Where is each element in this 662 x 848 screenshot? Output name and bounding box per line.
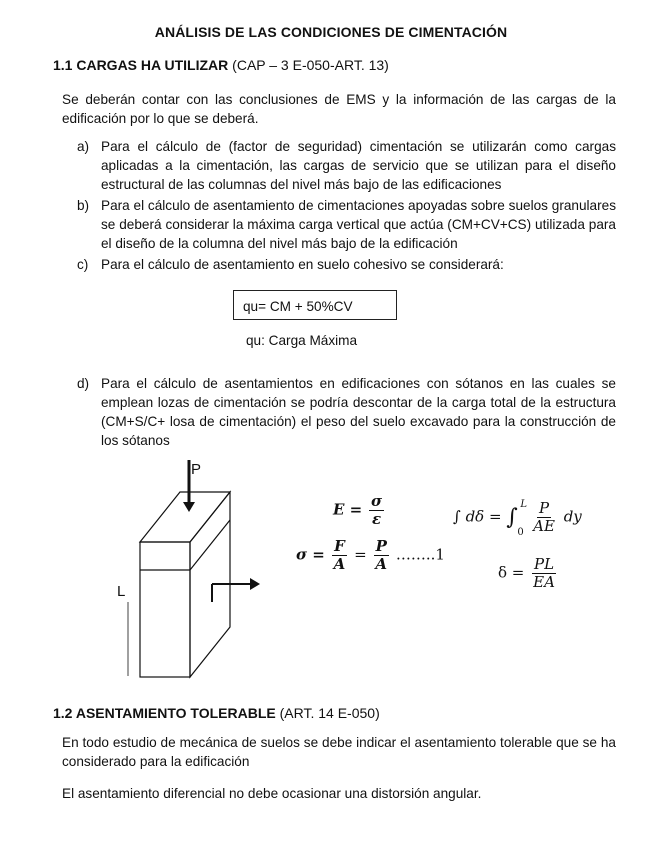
section-1-heading-ref: (CAP – 3 E-050-ART. 13) [228, 57, 389, 73]
integral-lower-limit: 0 [517, 527, 524, 538]
load-label: P [191, 461, 202, 478]
list-item-text: Para el cálculo de asentamientos en edificaciones con sótanos en las cuales se emplean lozas de cimentación se podría descontar de la carga total de la estructura (CM+S/C+ losa de cimentación) el peso del suelo excavado para la construcción de los sótanos [101, 376, 616, 448]
integral-equation [453, 499, 582, 538]
list-item-c [77, 255, 616, 274]
eq-tail: dy [563, 507, 582, 526]
eq-lhs: σ = [296, 545, 325, 564]
eq-den: EA [533, 573, 555, 591]
list-item-text: Para el cálculo de asentamiento en suelo cohesivo se considerará: [101, 257, 504, 272]
eq-tail: ……..1 [395, 545, 445, 564]
section-1-heading [53, 57, 389, 73]
list-item-a [77, 137, 616, 194]
eq-den: AE [533, 517, 555, 535]
modulus-equation [333, 493, 386, 528]
eq-den: A [333, 555, 346, 573]
formula-caption: qu: Carga Máxima [246, 333, 358, 348]
section-2-paragraph-1: En todo estudio de mecánica de suelos se debe indicar el asentamiento tolerable que se ha considerado para la edificación [62, 735, 616, 769]
list-item-label: d) [77, 376, 90, 391]
list-item-label: c) [77, 257, 89, 272]
list-item-text: Para el cálculo de asentamiento de cimentaciones apoyadas sobre suelos granulares se deberá considerar la máxima carga vertical que actúa (CM+CV+CS) utilizada para el diseño de la columna del nivel más bajo de la edificación [101, 198, 616, 251]
section-1-heading-bold: 1.1 CARGAS HA UTILIZAR [53, 57, 229, 73]
column-front-face [140, 542, 190, 677]
pointer-arrow-head [250, 578, 260, 590]
eq-den: A [375, 555, 388, 573]
eq-sign: = [354, 545, 367, 564]
column-section-line-side [190, 520, 230, 570]
list-item-d [77, 374, 616, 450]
deformation-equation [498, 556, 559, 591]
eq-num: P [375, 537, 387, 555]
list-item-label: b) [77, 198, 90, 213]
load-arrow-head [183, 502, 195, 512]
eq-den: ε [371, 510, 382, 528]
stress-equation [296, 538, 445, 573]
page-title: ANÁLISIS DE LAS CONDICIONES DE CIMENTACIÓN [154, 24, 508, 40]
section-1-intro: Se deberán contar con las conclusiones de EMS y la información de las cargas de la edificación por lo que se deberá. [62, 92, 616, 126]
column-top-face [140, 492, 230, 542]
eq-lhs: ∫ dδ = [453, 507, 502, 526]
eq-num: σ [371, 492, 383, 510]
section-2-heading-ref: (ART. 14 E-050) [275, 705, 380, 721]
section-2-heading-bold: 1.2 ASENTAMIENTO TOLERABLE [53, 705, 276, 721]
integral-sign: ∫ [506, 505, 518, 530]
eq-lhs: E = [333, 500, 363, 519]
eq-num: P [538, 499, 550, 517]
section-2-heading [53, 705, 380, 721]
eq-num: PL [534, 555, 555, 573]
section-2-paragraph-2: El asentamiento diferencial no debe ocasionar una distorsión angular. [62, 786, 482, 801]
eq-lhs: δ = [498, 563, 525, 582]
length-label: L [117, 583, 126, 600]
formula-box: qu= CM + 50%CV [233, 290, 397, 320]
eq-num: F [334, 537, 345, 555]
list-item-b [77, 196, 616, 253]
integral-upper-limit: L [520, 499, 527, 510]
list-item-label: a) [77, 139, 90, 154]
column-diagram [110, 452, 290, 692]
list-item-text: Para el cálculo de (factor de seguridad) cimentación se utilizarán como cargas aplicadas a la cimentación, las cargas de servicio que se utilizan para el diseño estructural de las columnas del nivel más bajo de las edificaciones [101, 139, 616, 192]
